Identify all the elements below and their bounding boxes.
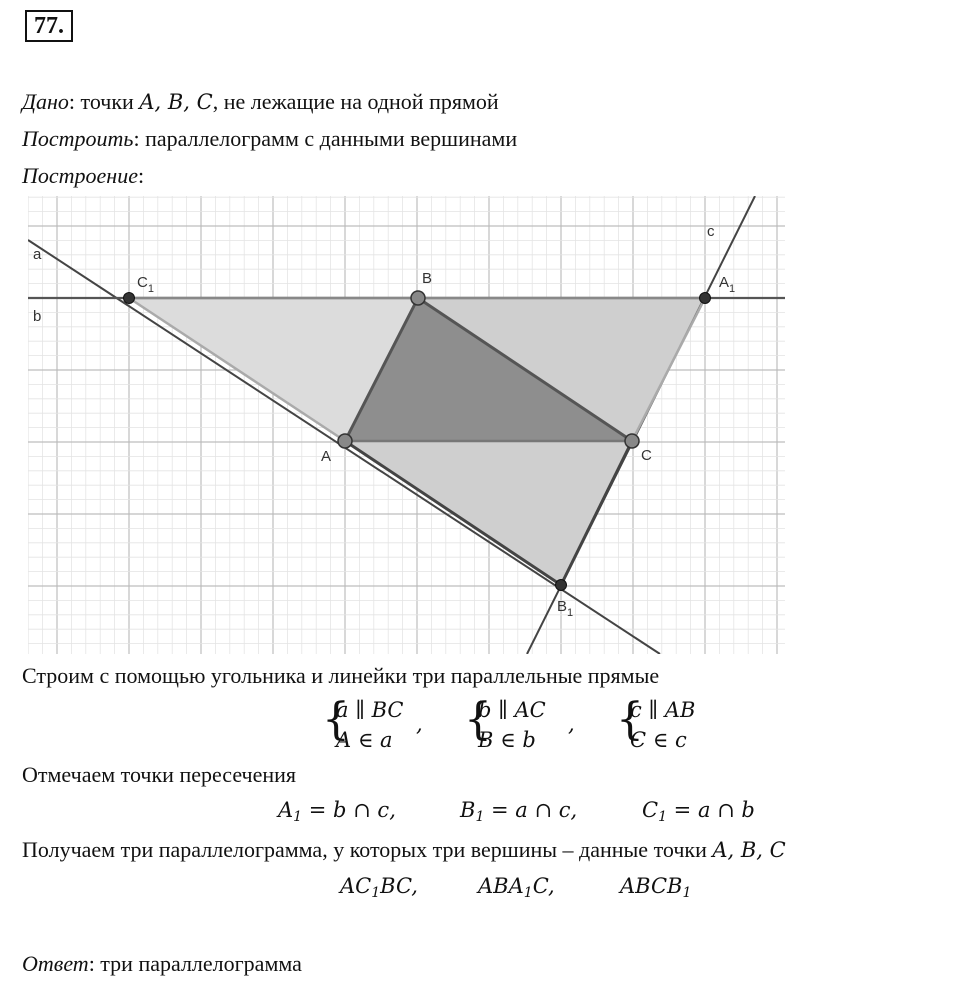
label-b1-main: B xyxy=(557,598,568,615)
construct-text: : параллелограмм с данными вершинами xyxy=(133,126,518,151)
system-a-sep: , xyxy=(416,712,423,736)
label-line-c: c xyxy=(707,223,715,240)
point-a xyxy=(338,434,352,448)
given-label: Дано xyxy=(22,89,69,114)
construction-text: : xyxy=(137,163,145,188)
system-b-row2: B ∈ b xyxy=(478,728,536,752)
label-line-b: b xyxy=(33,308,42,325)
construction-label: Построение xyxy=(22,163,138,188)
step2-text: Отмечаем точки пересечения xyxy=(22,762,297,787)
point-a1 xyxy=(700,293,711,304)
label-a1-sub: 1 xyxy=(729,283,736,295)
step3-line xyxy=(22,836,786,864)
label-b1 xyxy=(557,598,573,619)
parallelogram-label-1: $AC_1BC$, xyxy=(340,874,418,901)
label-a1 xyxy=(719,274,735,295)
point-c1 xyxy=(124,293,135,304)
answer-label: Ответ xyxy=(22,951,89,976)
label-a1-main: A xyxy=(719,274,730,291)
parallelogram-label-3: $ABCB_1$ xyxy=(620,874,692,901)
label-c1-main: C xyxy=(137,274,148,291)
system-c-row2: C ∈ c xyxy=(630,728,687,752)
point-b1 xyxy=(556,580,567,591)
label-line-a: a xyxy=(33,246,42,263)
answer-line xyxy=(22,950,302,978)
system-b-sep: , xyxy=(568,712,575,736)
intersection-c1: $C_1 = a$ ∩ b xyxy=(642,798,755,825)
given-rest: , не лежащие на одной прямой xyxy=(212,89,499,114)
system-b-row1: b ∥ AC xyxy=(478,698,546,722)
point-c xyxy=(625,434,639,448)
system-a-row2: A ∈ a xyxy=(336,728,393,752)
parallelogram-label-2: $ABA_1C$, xyxy=(478,874,555,901)
intersection-b1: $B_1 = a$ ∩ c, xyxy=(460,798,578,825)
step3-points: A, B, C xyxy=(712,838,786,862)
step1-text: Строим с помощью угольника и линейки три параллельные прямые xyxy=(22,663,660,688)
system-a-row1: a ∥ BC xyxy=(336,698,404,722)
label-c1 xyxy=(137,274,154,295)
given-points: A, B, C xyxy=(139,90,213,114)
point-b xyxy=(411,291,425,305)
system-c-row1: c ∥ AB xyxy=(630,698,696,722)
step3-text: Получаем три параллелограмма, у которых три вершины – данные точки xyxy=(22,837,713,862)
label-b: B xyxy=(422,270,433,287)
intersection-a1: $A_1 = b$ ∩ c, xyxy=(278,798,396,825)
label-b1-sub: 1 xyxy=(567,607,574,619)
given-text: : точки xyxy=(68,89,140,114)
label-c: C xyxy=(641,447,652,464)
problem-number: 77. xyxy=(25,10,73,42)
label-a: A xyxy=(321,448,332,465)
label-c1-sub: 1 xyxy=(147,283,154,295)
answer-text: : три параллелограмма xyxy=(88,951,302,976)
construct-label: Построить xyxy=(22,126,134,151)
